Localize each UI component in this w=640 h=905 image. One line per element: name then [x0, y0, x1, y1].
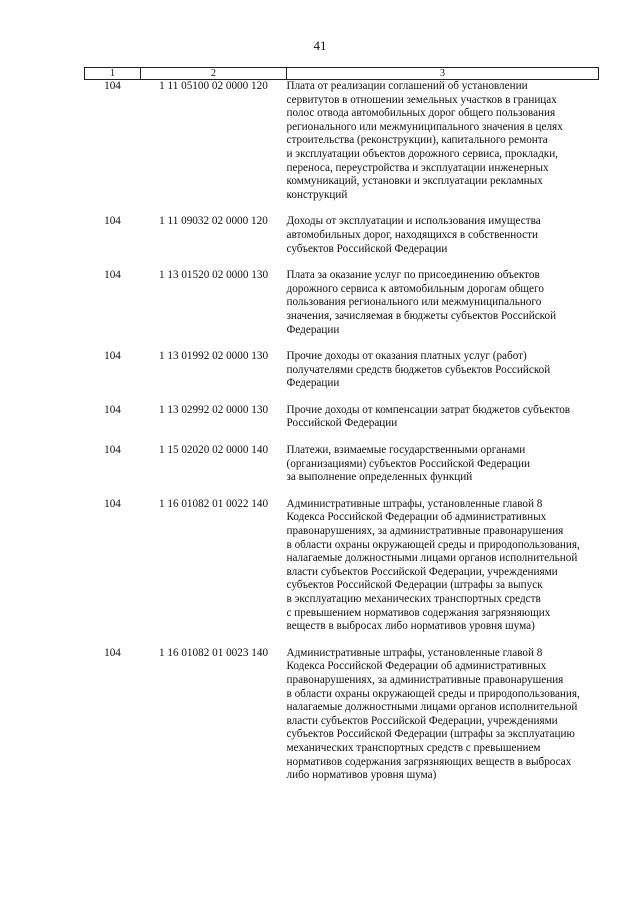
admin-code-cell: 104 — [104, 444, 121, 457]
admin-code-cell: 104 — [104, 350, 121, 363]
revenue-name-line: за выполнение определенных функций — [286, 471, 473, 484]
revenue-name-line: веществ в выбросах либо нормативов уровня шума) — [286, 620, 535, 633]
revenue-name-cell — [287, 80, 599, 203]
revenue-name-line: Административные штрафы, установленные главой 8 — [286, 646, 543, 659]
revenue-name-line: механических транспортных средств с превышением — [286, 741, 541, 754]
revenue-name-cell — [287, 350, 599, 391]
revenue-name-line: Доходы от эксплуатации и использования имущества — [286, 215, 541, 228]
column-header-1: 1 — [85, 68, 141, 80]
budget-code-cell: 1 11 09032 02 0000 120 — [159, 215, 268, 228]
budget-code-cell: 1 16 01082 01 0023 140 — [158, 646, 269, 659]
revenue-name-line: Плата от реализации соглашений об установлении — [286, 80, 528, 92]
table-row — [85, 80, 599, 203]
revenue-name-cell — [287, 647, 599, 783]
revenue-name-line: Федерации — [286, 323, 340, 336]
revenue-name-line: субъектов Российской Федерации (штрафы за эксплуатацию — [286, 728, 575, 741]
row-spacer — [85, 485, 599, 498]
revenue-name-line: дорожного сервиса к автомобильным дорогам общего — [286, 282, 544, 295]
budget-code-cell: 1 13 02992 02 0000 130 — [158, 403, 269, 416]
revenue-name-line: автомобильных дорог, находящихся в собственности — [286, 228, 538, 241]
budget-code-cell: 1 11 05100 02 0000 120 — [159, 80, 268, 92]
column-header-3: 3 — [287, 68, 599, 80]
revenue-name-line: нормативов содержания загрязняющих веществ в выбросах — [286, 755, 572, 768]
revenue-name-line: Платежи, взимаемые государственными органами — [286, 444, 526, 457]
revenue-name-cell — [287, 269, 599, 337]
table-row — [85, 269, 599, 337]
revenue-name-line: правонарушениях, за административные правонарушения — [286, 673, 564, 686]
table-body — [85, 80, 599, 783]
row-spacer — [85, 256, 599, 269]
page-number: 41 — [313, 38, 327, 53]
revenue-name-line: в области охраны окружающей среды и природопользования, — [286, 687, 580, 700]
revenue-name-line: переноса, переустройства и эксплуатации инженерных — [286, 161, 549, 174]
revenue-name-cell — [287, 498, 599, 634]
admin-code-cell: 104 — [104, 269, 121, 282]
revenue-name-line: Прочие доходы от компенсации затрат бюджетов субъектов — [286, 403, 571, 416]
revenue-name-line: строительства (реконструкции), капитального ремонта — [286, 134, 548, 147]
row-spacer — [85, 634, 599, 647]
admin-code-cell: 104 — [104, 215, 121, 228]
revenue-name-line: (организациями) субъектов Российской Федерации — [286, 457, 530, 470]
revenue-name-line: власти субъектов Российской Федерации, учреждениями — [286, 565, 558, 578]
revenue-name-line: в эксплуатацию механических транспортных средств — [286, 593, 541, 605]
table-header-row — [85, 68, 599, 80]
admin-code-cell: 104 — [104, 497, 121, 510]
column-header-2: 2 — [141, 68, 287, 80]
revenue-name-line: власти субъектов Российской Федерации, учреждениями — [286, 714, 558, 727]
revenue-name-line: субъектов Российской Федерации (штрафы за выпуск — [286, 579, 543, 592]
revenue-name-line: налагаемые должностными лицами органов исполнительной — [286, 701, 578, 714]
revenue-name-line: правонарушениях, за административные правонарушения — [286, 525, 564, 538]
revenue-name-line: в области охраны окружающей среды и природопользования, — [286, 538, 580, 551]
admin-code-cell: 104 — [104, 80, 121, 92]
budget-code-cell: 1 15 02020 02 0000 140 — [158, 444, 269, 457]
table-row — [85, 444, 599, 485]
revenue-name-line: полос отвода автомобильных дорог общего пользования — [286, 107, 556, 120]
table-row — [85, 404, 599, 431]
row-spacer — [85, 337, 599, 350]
row-spacer — [85, 391, 599, 404]
table-row — [85, 498, 599, 634]
revenue-name-line: пользования регионального или межмуниципального — [286, 296, 542, 309]
budget-code-cell: 1 13 01992 02 0000 130 — [158, 350, 269, 363]
revenue-name-cell — [287, 444, 599, 485]
revenue-name-line: с превышением нормативов содержания загрязняющих — [286, 606, 551, 619]
revenue-name-line: получателями средств бюджетов субъектов Российской — [286, 363, 551, 376]
table-row — [85, 647, 599, 783]
revenue-name-line: коммуникаций, установки и эксплуатации рекламных — [286, 175, 543, 188]
revenue-name-line: Административные штрафы, установленные главой 8 — [286, 497, 543, 510]
table-row — [85, 350, 599, 391]
revenue-name-line: Российской Федерации — [286, 417, 398, 430]
budget-code-cell: 1 13 01520 02 0000 130 — [158, 269, 269, 282]
revenue-name-line: регионального или межмуниципального значения в целях — [286, 120, 563, 133]
admin-code-cell: 104 — [104, 646, 121, 659]
revenue-name-line: значения, зачисляемая в бюджеты субъектов Российской — [286, 309, 557, 322]
revenue-name-line: субъектов Российской Федерации — [286, 242, 448, 255]
revenue-name-cell — [287, 404, 599, 431]
revenue-name-line: Кодекса Российской Федерации об административных — [286, 660, 547, 673]
revenue-name-line: либо нормативов уровня шума) — [286, 769, 437, 782]
revenue-name-line: Прочие доходы от оказания платных услуг (работ) — [286, 350, 527, 363]
revenue-name-line: Кодекса Российской Федерации об административных — [286, 511, 547, 524]
table-row — [85, 215, 599, 256]
row-spacer — [85, 431, 599, 444]
revenue-name-line: и эксплуатации объектов дорожного сервиса, прокладки, — [286, 147, 558, 160]
revenue-name-line: конструкций — [286, 188, 348, 201]
admin-code-cell: 104 — [104, 403, 121, 416]
budget-code-cell: 1 16 01082 01 0022 140 — [158, 497, 269, 510]
revenue-name-line: сервитутов в отношении земельных участков в границах — [286, 93, 557, 106]
revenue-codes-table — [84, 67, 599, 783]
revenue-name-line: налагаемые должностными лицами органов исполнительной — [286, 552, 578, 565]
revenue-name-line: Федерации — [286, 377, 340, 390]
revenue-name-line: Плата за оказание услуг по присоединению объектов — [286, 269, 540, 282]
row-spacer — [85, 202, 599, 215]
revenue-name-cell — [287, 215, 599, 256]
